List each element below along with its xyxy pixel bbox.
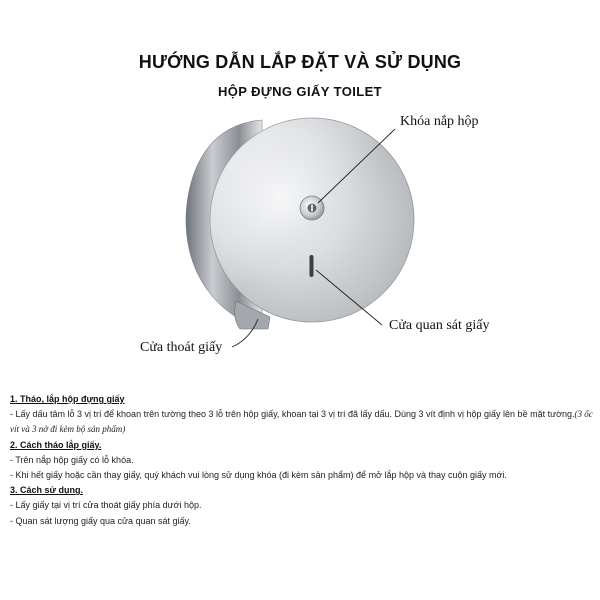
section-3-line-1: - Lấy giấy tại vị trí cửa thoát giấy phía dưới hộp. — [10, 500, 202, 511]
section-1-heading: 1. Tháo, lắp hộp đựng giấy — [10, 394, 125, 404]
dispenser-illustration — [0, 105, 600, 375]
section-3-line-2: - Quan sát lượng giấy qua cửa quan sát giấy. — [10, 515, 191, 526]
viewing-window-label: Cửa quan sát giấy — [389, 318, 490, 333]
section-1-note: (3 ốc vít và 3 nở đi kèm bộ sản phẩm) — [10, 409, 593, 435]
section-2-heading: 2. Cách tháo lắp giấy. — [10, 439, 102, 450]
section-1-line: - Lấy dấu tâm lỗ 3 vị trí để khoan trên tường theo 3 lỗ trên hộp giấy, khoan tại 3 vị trí đã lấy dấu. Dùng 3 vít định vị hộp giấy lên bề mặt tường. — [10, 409, 575, 420]
section-1-text — [10, 407, 595, 437]
viewing-window — [310, 255, 314, 277]
lock-label: Khóa nắp hộp — [400, 114, 479, 129]
section-2-line-1: - Trên nắp hộp giấy có lỗ khóa. — [10, 454, 134, 465]
paper-outlet-label: Cửa thoát giấy — [140, 340, 223, 355]
instructions — [10, 392, 595, 529]
page-subtitle: HỘP ĐỰNG GIẤY TOILET — [218, 84, 382, 99]
section-3-heading: 3. Cách sử dụng. — [10, 485, 84, 496]
page-title: HƯỚNG DẪN LẮP ĐẶT VÀ SỬ DỤNG — [138, 52, 462, 72]
section-2-line-2: - Khi hết giấy hoặc cần thay giấy, quý khách vui lòng sử dụng khóa (đi kèm sản phẩm) để mở lắp hộp và thay cuộn giấy mới. — [10, 470, 507, 481]
dispenser-drawing — [0, 105, 600, 375]
